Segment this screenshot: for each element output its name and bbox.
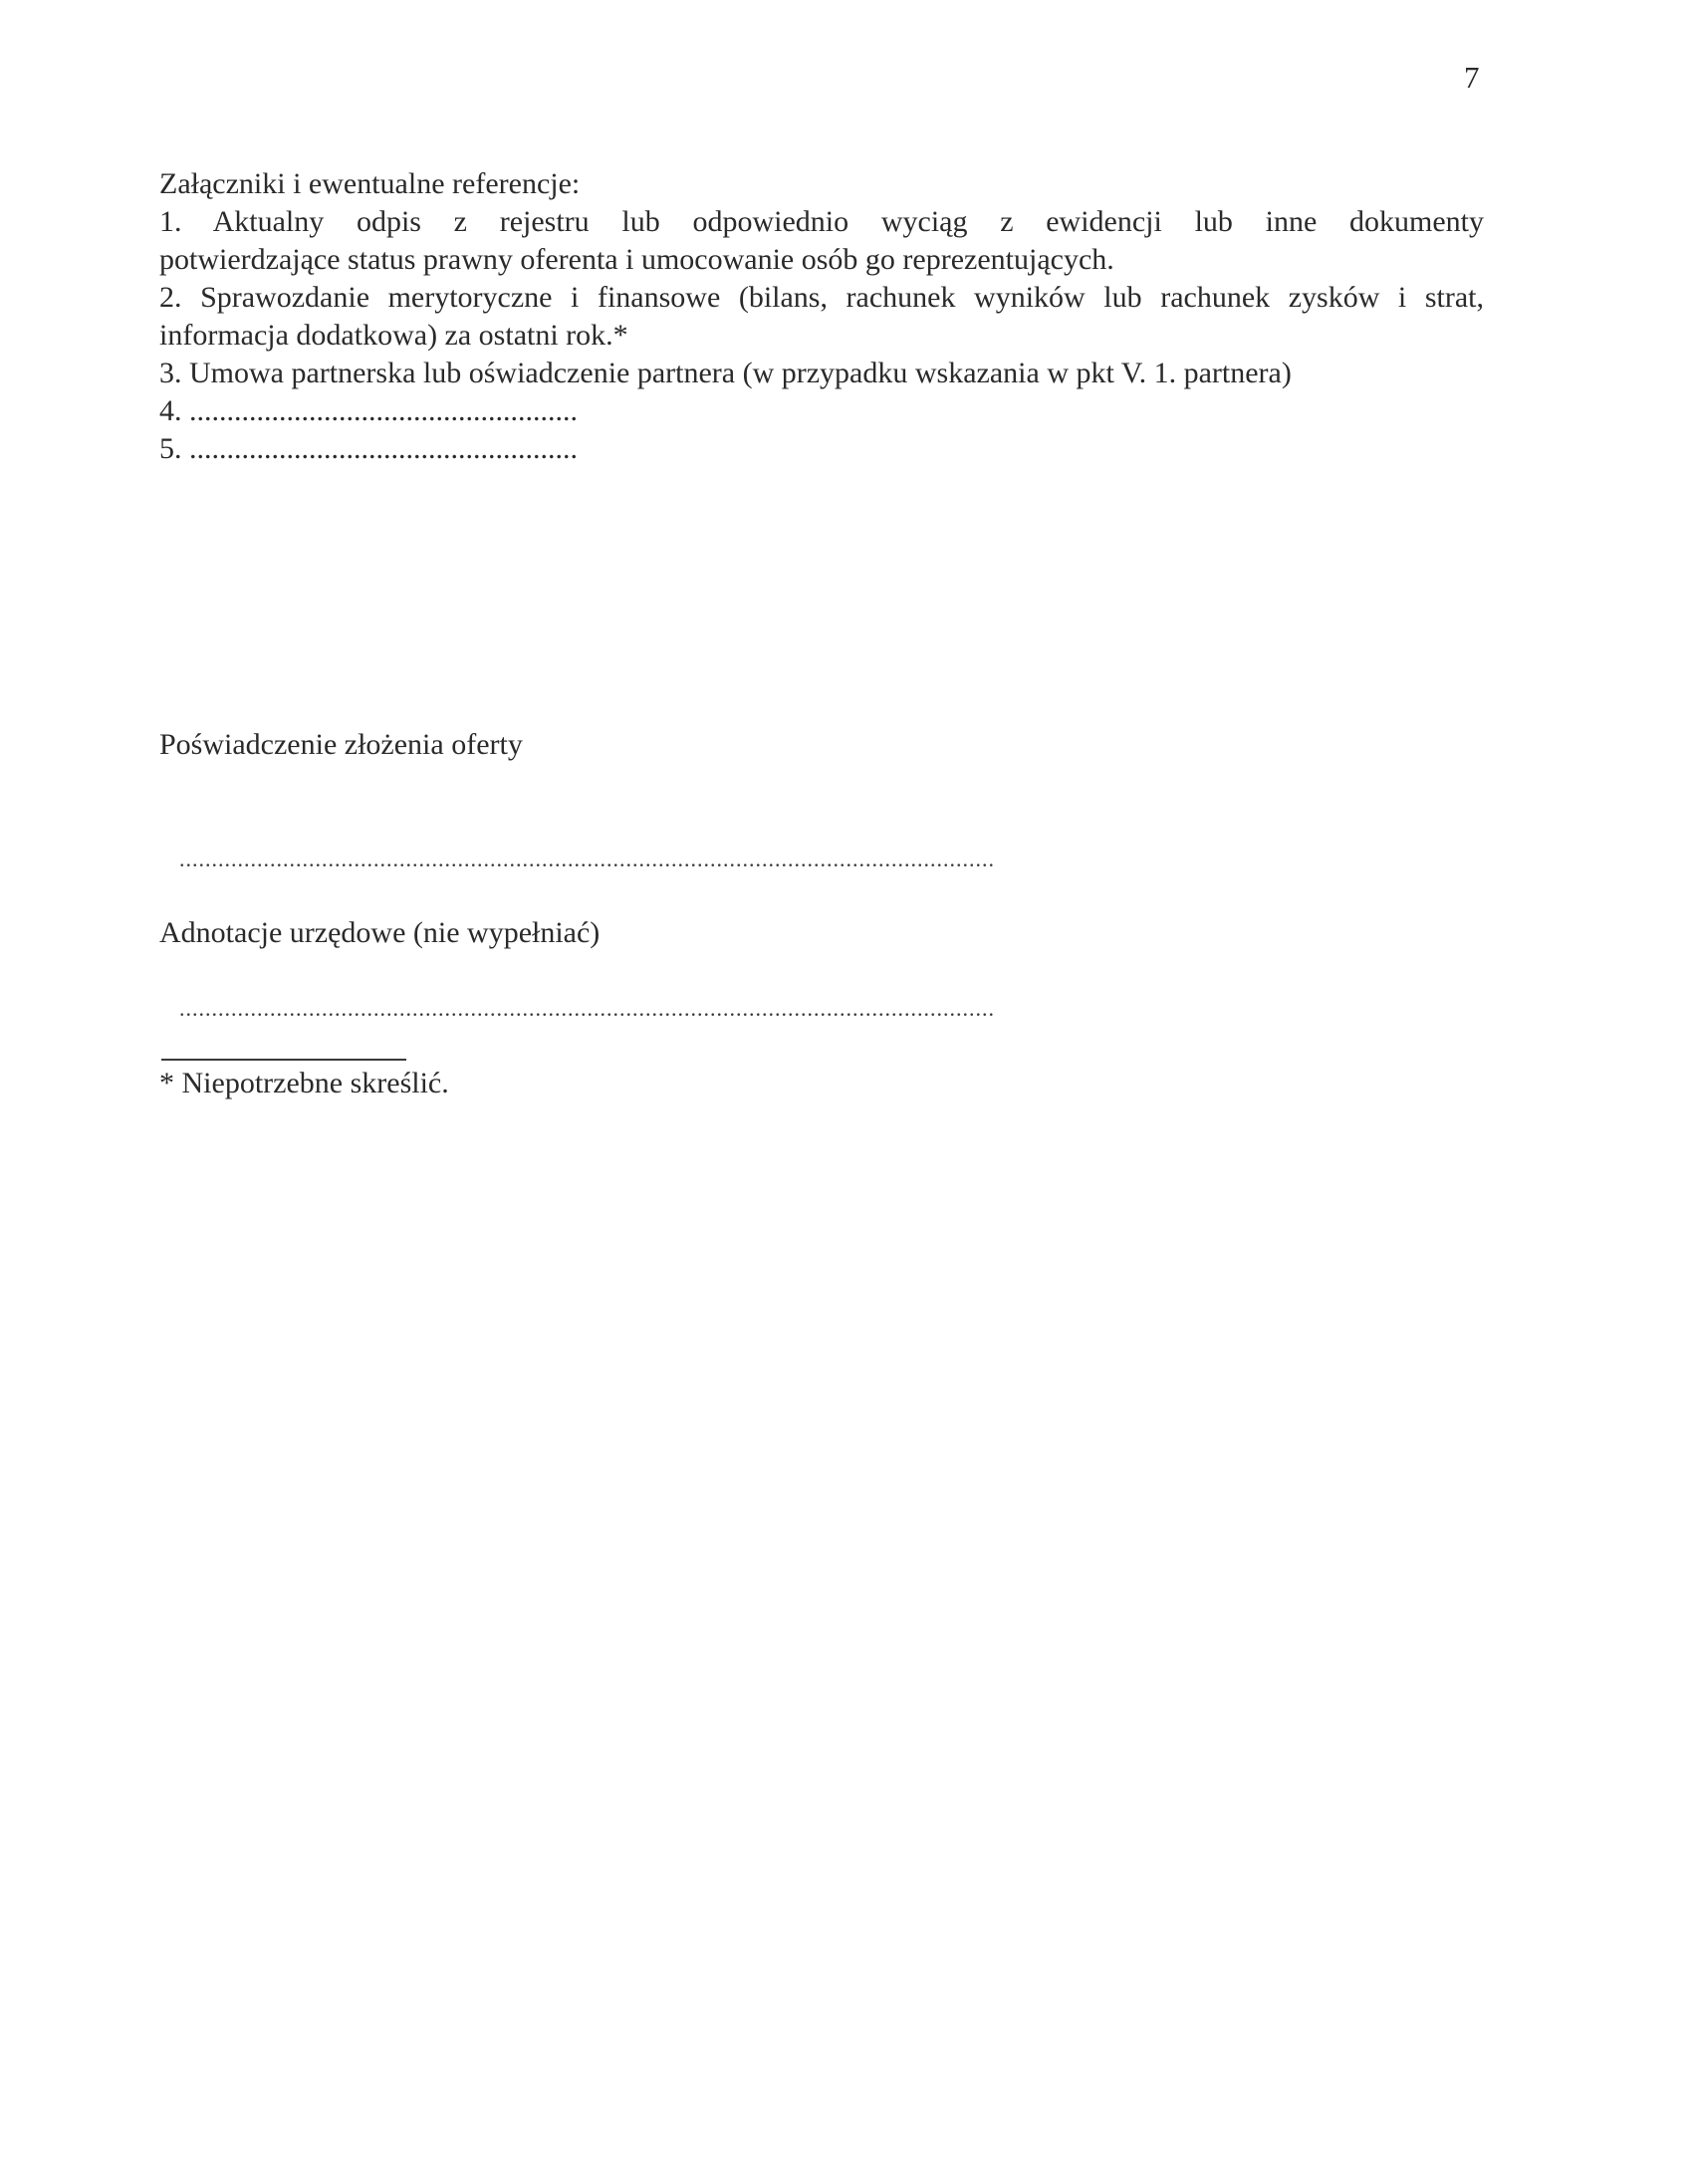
attachment-item-4: 4. .................................................... — [159, 394, 578, 427]
official-notes-dotted-line: .............................................................................................................................. — [179, 996, 995, 1021]
attachment-item-3: 3. Umowa partnerska lub oświadczenie partnera (w przypadku wskazania w pkt V. 1. partnera) — [159, 357, 1292, 389]
confirmation-dotted-line: .............................................................................................................................. — [179, 847, 995, 871]
page-number: 7 — [1464, 60, 1480, 95]
attachments-section — [159, 165, 1484, 468]
footnote: * Niepotrzebne skreślić. — [159, 1067, 449, 1099]
attachment-item-2-line-2: informacja dodatkowa) za ostatni rok.* — [159, 319, 628, 352]
confirmation-heading: Poświadczenie złożenia oferty — [159, 728, 523, 761]
attachment-item-2-line-1: 2. Sprawozdanie merytoryczne i finansowe (bilans, rachunek wyników lub rachunek zysków i strat, — [159, 281, 1484, 314]
attachment-item-1-line-2: potwierdzające status prawny oferenta i umocowanie osób go reprezentujących. — [159, 243, 1114, 276]
attachment-item-5: 5. .................................................... — [159, 432, 578, 465]
attachments-heading: Załączniki i ewentualne referencje: — [159, 167, 581, 200]
attachment-item-1-line-1: 1. Aktualny odpis z rejestru lub odpowiednio wyciąg z ewidencji lub inne dokumenty — [159, 205, 1484, 238]
footnote-divider — [161, 1059, 406, 1061]
official-notes-heading: Adnotacje urzędowe (nie wypełniać) — [159, 916, 601, 949]
